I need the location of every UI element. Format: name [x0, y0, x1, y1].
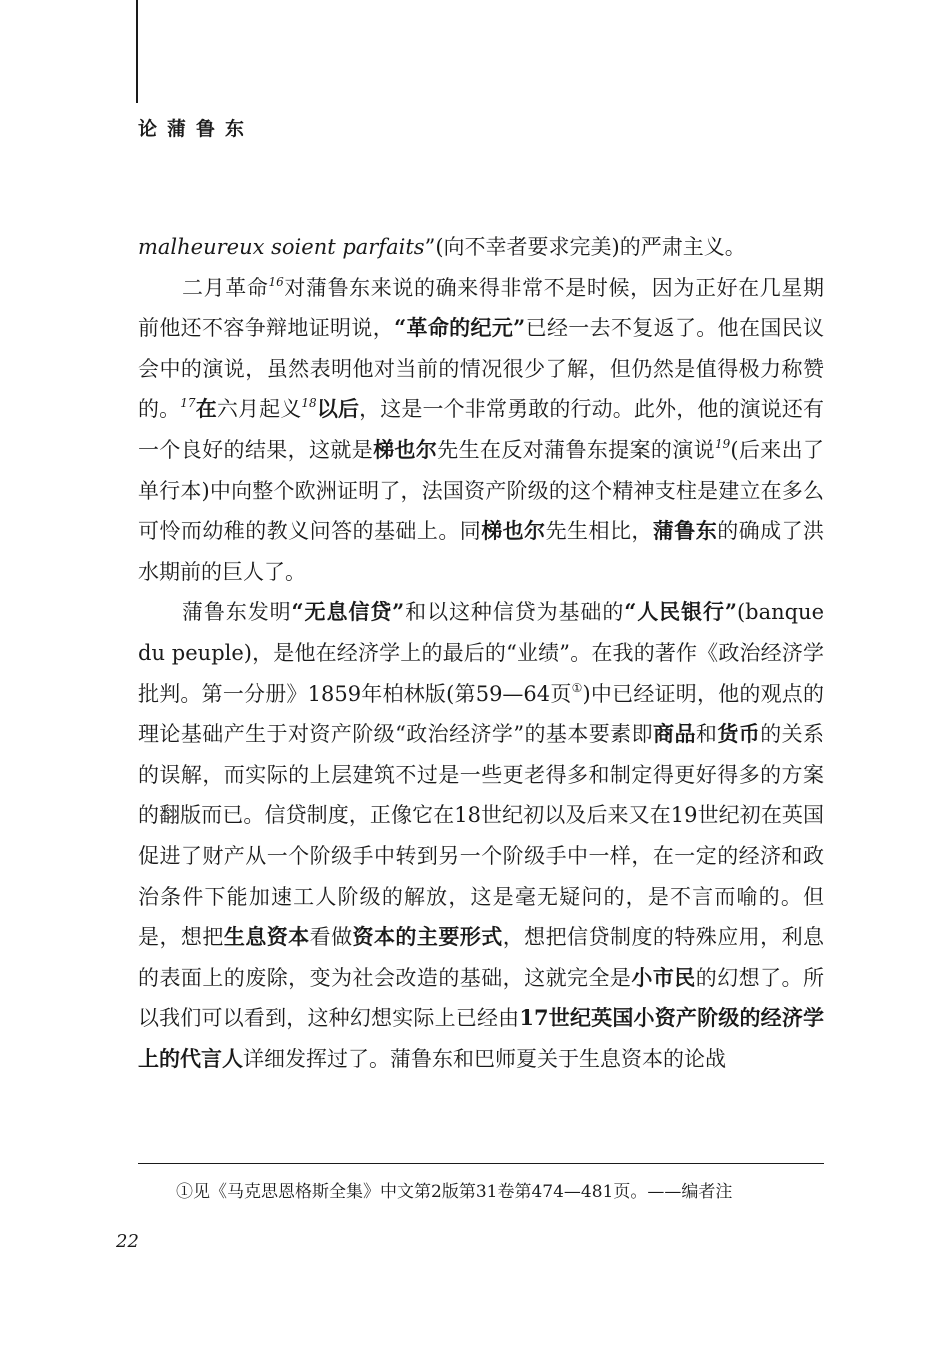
text-span: ，这是一个非常勇敢的行动。此外，他的演说还有一个良好的结果，这就是: [138, 397, 825, 462]
text-span: )中已经证明，他的观点的理论基础产生于对资产阶级“政治经济学”的基本要素即: [138, 681, 824, 747]
text-span: ”(向不幸者要求完美)的严肃主义。: [424, 235, 746, 259]
text-span: 和以这种信贷为基础的: [404, 600, 625, 625]
emphasis-text: 在: [195, 396, 217, 422]
text-span: 详细发挥过了。蒲鲁东和巴师夏关于生息资本的论战: [243, 1046, 726, 1071]
body-text: [138, 227, 824, 1079]
paragraph-free-credit: [138, 592, 824, 1079]
endnote-ref-18: 18: [301, 396, 317, 411]
paragraph-february-revolution: [138, 268, 824, 593]
emphasis-text: 以后: [316, 396, 360, 422]
text-span: 先生相比，: [545, 519, 653, 544]
emphasis-text: “人民银行”: [624, 599, 737, 625]
footnote-ref: ①: [571, 680, 583, 695]
endnote-ref-19: 19: [715, 436, 731, 451]
footnote-divider: [138, 1163, 824, 1164]
emphasis-text: 货币: [717, 721, 761, 747]
emphasis-text: 商品: [653, 721, 696, 747]
emphasis-text: 梯也尔: [373, 436, 438, 462]
endnote-ref-17: 17: [180, 396, 196, 411]
text-span: 的关系的误解，而实际的上层建筑不过是一些更老得多和制定得更好得多的方案的翻版而已。信贷制度，正像它在18世纪初以及后来又在19世纪初在英国促进了财产从一个阶级手中转到另一个阶级手中一样，在一定的经济和政治条件下能加速工人阶级的解放，这是毫无疑问的，是不言而喻的。但是，想把: [138, 722, 825, 950]
emphasis-text: “无息信贷”: [291, 599, 405, 625]
text-span: 已经一去不复返了。他在国民议会中的演说，虽然表明他对当前的情况很少了解，但仍然是值得极力称赞的。: [138, 316, 825, 422]
text-span: 的幻想了。所以我们可以看到，这种幻想实际上已经由: [138, 965, 825, 1031]
text-span: 看做: [309, 925, 353, 950]
emphasis-text: 资本的主要形式: [352, 924, 503, 950]
emphasis-text: 梯也尔: [481, 518, 546, 544]
french-quote: malheureux soient parfaits: [138, 235, 425, 259]
paragraph-continuation: [138, 227, 824, 268]
text-span: (后来出了单行本)中向整个欧洲证明了，法国资产阶级的这个精神支柱是建立在多么可怜而幼稚的教义问答的基础上。同: [138, 437, 825, 544]
page-number: 22: [116, 1231, 139, 1252]
text-span: (banque du peuple)，是他在经济学上的最后的“业绩”。在我的著作《政治经济学批判。第一分册》1859年柏林版(第59—64页: [138, 600, 825, 706]
emphasis-text: 小市民: [631, 964, 696, 990]
text-span: 六月起义: [216, 397, 302, 422]
text-span: 二月革命: [182, 275, 269, 300]
text-span: 的确成了洪水期前的巨人了。: [138, 519, 825, 584]
text-span: 先生在反对蒲鲁东提案的演说: [437, 437, 716, 462]
emphasis-text: 生息资本: [223, 924, 310, 950]
text-span: 和: [695, 722, 718, 747]
emphasis-text: 17世纪英国小资产阶级的经济学上的代言人: [138, 1005, 824, 1071]
margin-rule: [136, 0, 138, 103]
running-header: 论蒲鲁东: [138, 118, 255, 140]
footnote: ①见《马克思恩格斯全集》中文第2版第31卷第474—481页。——编者注: [176, 1182, 733, 1202]
text-span: 蒲鲁东发明: [182, 600, 292, 625]
endnote-ref-16: 16: [268, 274, 284, 289]
text-span: 对蒲鲁东来说的确来得非常不是时候，因为正好在几星期前他还不容争辩地证明说，: [138, 275, 825, 341]
emphasis-text: 蒲鲁东: [652, 518, 718, 544]
text-span: ，想把信贷制度的特殊应用，利息的表面上的废除，变为社会改造的基础，这就完全是: [138, 925, 825, 990]
emphasis-text: “革命的纪元”: [394, 315, 526, 341]
